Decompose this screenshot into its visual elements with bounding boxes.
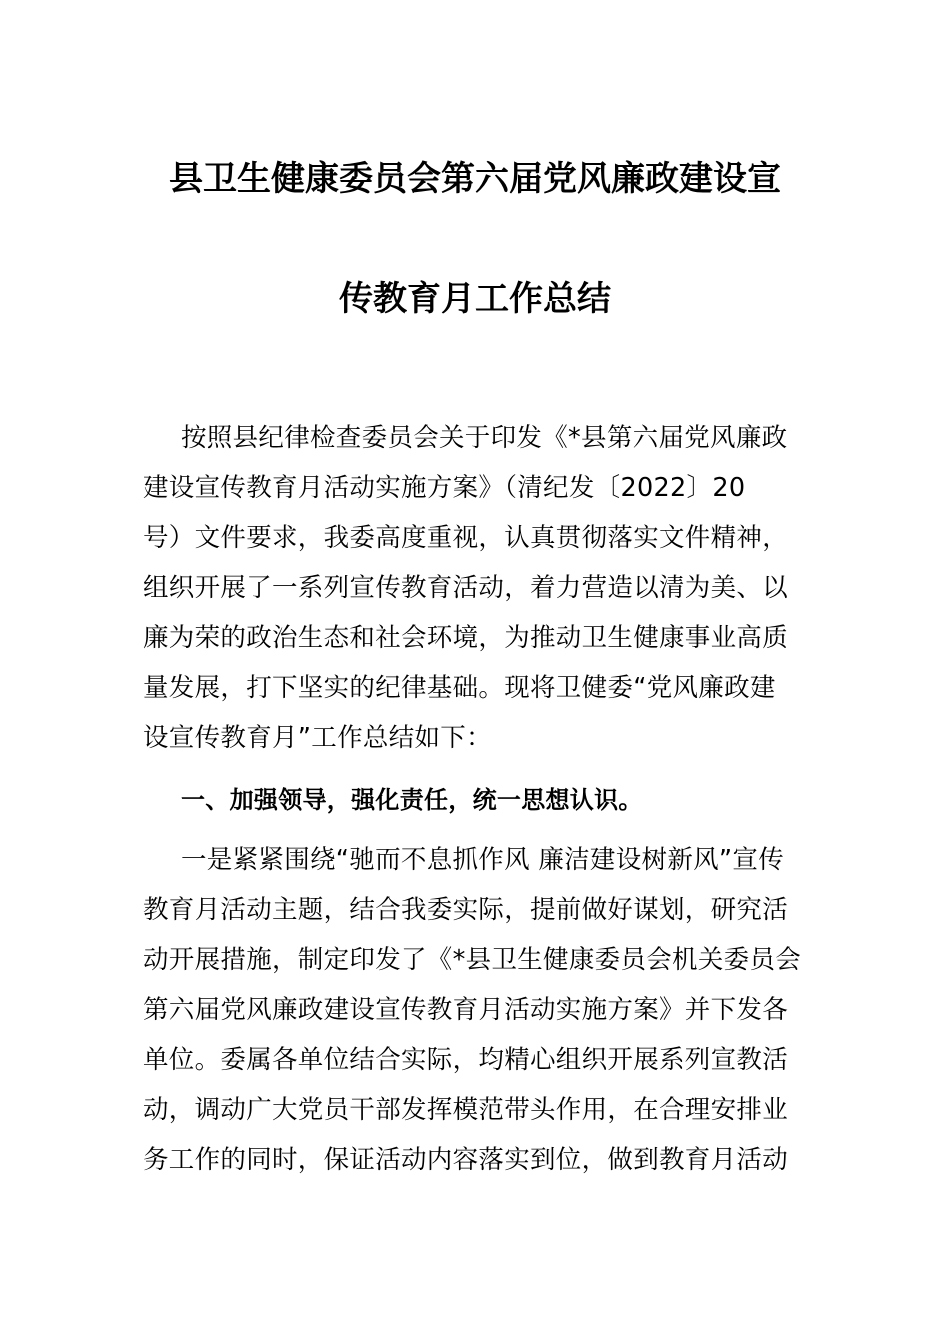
intro-line-3: 号）文件要求，我委高度重视，认真贯彻落实文件精神， xyxy=(143,523,789,553)
section-1-line-1: 一是紧紧围绕“驰而不息抓作风 廉洁建设树新风”宣传 xyxy=(181,845,785,875)
intro-line-1: 按照县纪律检查委员会关于印发《*县第六届党风廉政 xyxy=(181,423,788,453)
document-title-line-1: 县卫生健康委员会第六届党风廉政建设宣 xyxy=(169,159,781,199)
intro-line-7: 设宣传教育月”工作总结如下： xyxy=(143,723,492,753)
section-1-line-4: 第六届党风廉政建设宣传教育月活动实施方案》并下发各 xyxy=(143,995,789,1025)
section-1-heading: 一、加强领导，强化责任，统一思想认识。 xyxy=(181,786,643,814)
section-1-line-7: 务工作的同时，保证活动内容落实到位，做到教育月活动 xyxy=(143,1145,789,1175)
intro-line-2: 建设宣传教育月活动实施方案》（清纪发〔2022〕20 xyxy=(143,473,746,503)
section-1-line-6: 动，调动广大党员干部发挥模范带头作用，在合理安排业 xyxy=(143,1095,789,1125)
intro-line-6: 量发展，打下坚实的纪律基础。现将卫健委“党风廉政建 xyxy=(143,673,776,703)
section-1-line-3: 动开展措施，制定印发了《*县卫生健康委员会机关委员会 xyxy=(143,945,802,975)
intro-line-5: 廉为荣的政治生态和社会环境，为推动卫生健康事业高质 xyxy=(143,623,789,653)
section-1-line-2: 教育月活动主题，结合我委实际，提前做好谋划，研究活 xyxy=(143,895,789,925)
intro-line-4: 组织开展了一系列宣传教育活动，着力营造以清为美、以 xyxy=(143,573,789,603)
section-1-line-5: 单位。委属各单位结合实际，均精心组织开展系列宣教活 xyxy=(143,1045,789,1075)
document-title-line-2: 传教育月工作总结 xyxy=(339,279,611,319)
